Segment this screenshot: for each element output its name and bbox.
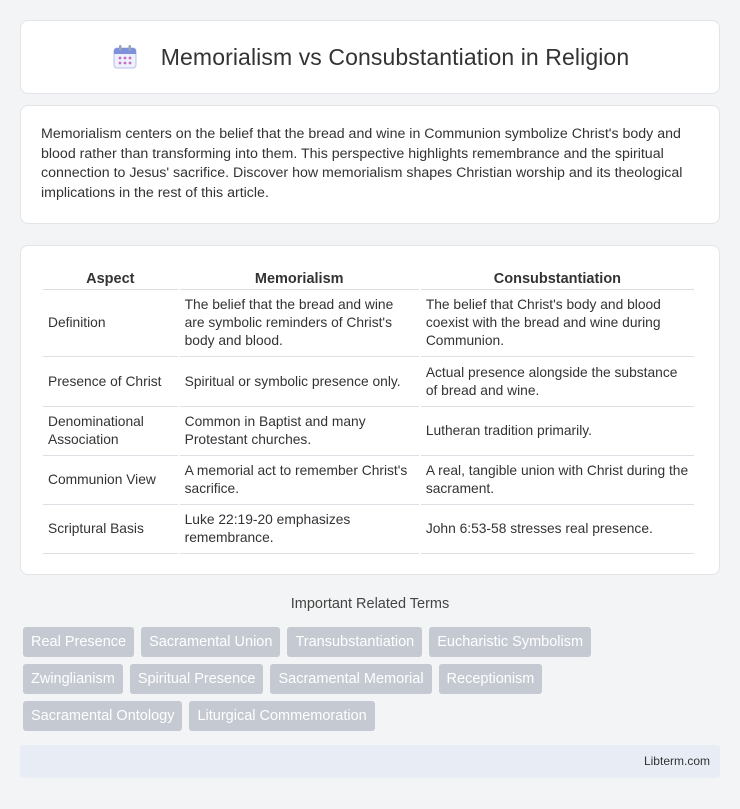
table-cell: Denominational Association <box>43 407 178 456</box>
related-terms-tags <box>23 627 723 738</box>
title-card <box>20 20 720 94</box>
table-cell: Actual presence alongside the substance of bread and wine. <box>421 357 694 407</box>
intro-card <box>20 105 720 224</box>
comparison-table <box>41 266 696 554</box>
related-terms-title: Important Related Terms <box>290 596 450 612</box>
tag-sacramental-ontology[interactable]: Sacramental Ontology <box>23 701 182 731</box>
header-memorialism: Memorialism <box>180 266 419 290</box>
table-cell: A real, tangible union with Christ during the sacrament. <box>421 456 694 505</box>
tag-row <box>23 701 723 731</box>
tag-spiritual-presence[interactable]: Spiritual Presence <box>130 664 264 694</box>
header-consubstantiation: Consubstantiation <box>421 266 694 290</box>
footer-site-link[interactable]: Libterm.com <box>643 754 710 768</box>
tag-row <box>23 664 723 694</box>
tag-real-presence[interactable]: Real Presence <box>23 627 134 657</box>
table-cell: Scriptural Basis <box>43 505 178 554</box>
table-cell: Presence of Christ <box>43 357 178 407</box>
intro-text: Memorialism centers on the belief that the bread and wine in Communion symbolize Christ's body and blood rather than transforming into them. This perspective highlights remembrance and the spiritual connection to Jesus' sacrifice. Discover how memorialism shapes Christian worship and its theological implications in the rest of this article. <box>41 126 683 201</box>
table-cell: Lutheran tradition primarily. <box>421 407 694 456</box>
table-cell: Common in Baptist and many Protestant churches. <box>180 407 419 456</box>
tag-sacramental-memorial[interactable]: Sacramental Memorial <box>270 664 431 694</box>
table-row <box>43 290 694 357</box>
comparison-table-card <box>20 245 720 575</box>
table-row <box>43 407 694 456</box>
table-row <box>43 456 694 505</box>
tag-liturgical-commemoration[interactable]: Liturgical Commemoration <box>189 701 374 731</box>
tag-transubstantiation[interactable]: Transubstantiation <box>287 627 422 657</box>
tag-receptionism[interactable]: Receptionism <box>439 664 543 694</box>
tag-zwinglianism[interactable]: Zwinglianism <box>23 664 123 694</box>
table-row <box>43 357 694 407</box>
tag-eucharistic-symbolism[interactable]: Eucharistic Symbolism <box>429 627 591 657</box>
table-cell: John 6:53-58 stresses real presence. <box>421 505 694 554</box>
table-cell: Communion View <box>43 456 178 505</box>
footer <box>20 745 720 778</box>
header-aspect: Aspect <box>43 266 178 290</box>
table-cell: Spiritual or symbolic presence only. <box>180 357 419 407</box>
tag-sacramental-union[interactable]: Sacramental Union <box>141 627 280 657</box>
table-cell: A memorial act to remember Christ's sacrifice. <box>180 456 419 505</box>
page-title: Memorialism vs Consubstantiation in Religion <box>160 43 630 70</box>
table-row <box>43 505 694 554</box>
calendar-icon <box>111 43 139 71</box>
table-cell: Definition <box>43 290 178 357</box>
table-cell: The belief that Christ's body and blood coexist with the bread and wine during Communion. <box>421 290 694 357</box>
table-cell: The belief that the bread and wine are symbolic reminders of Christ's body and blood. <box>180 290 419 357</box>
table-header-row <box>43 266 694 290</box>
tag-row <box>23 627 723 657</box>
table-cell: Luke 22:19-20 emphasizes remembrance. <box>180 505 419 554</box>
